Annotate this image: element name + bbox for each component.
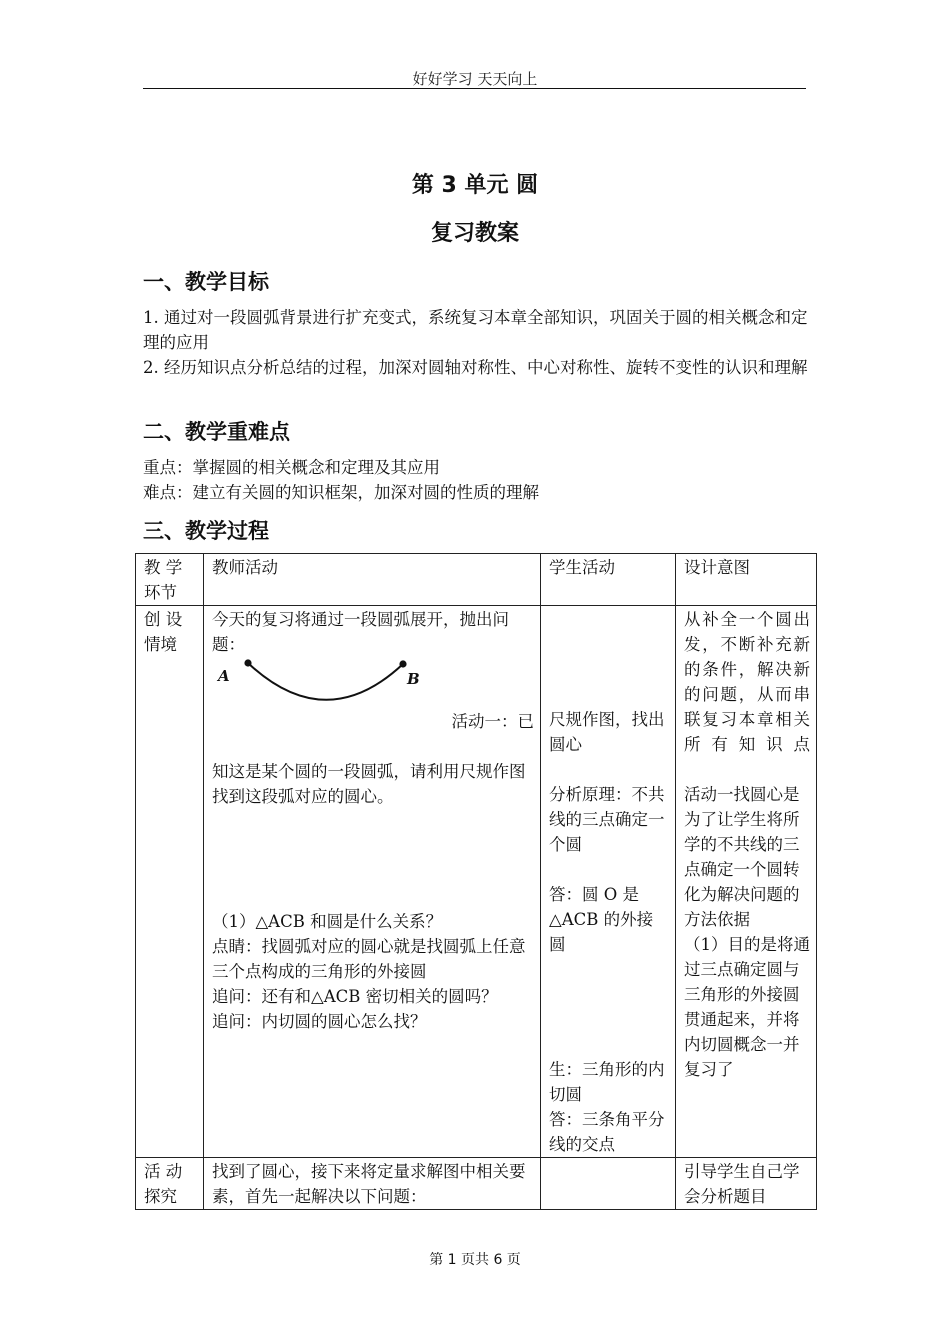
- intent-text-3: （1）目的是将通过三点确定圆与三角形的外接圆贯通起来，并将内切圆概念一并复习了: [684, 935, 810, 1079]
- goal-item-1: 1. 通过对一段圆弧背景进行扩充变式，系统复习本章全部知识，巩固关于圆的相关概念和定理的应用: [143, 308, 808, 352]
- point-a: [244, 659, 251, 666]
- header-rule: [143, 88, 806, 89]
- arc-figure: [212, 657, 534, 709]
- page-header: 好好学习 天天向上: [412, 70, 538, 88]
- goal-item-2: 2. 经历知识点分析总结的过程，加深对圆轴对称性、中心对称性、旋转不变性的认识和理解: [143, 358, 808, 377]
- intent-cell-1: [676, 606, 817, 1158]
- student-answer-5: 答：三条角平分线的交点: [549, 1110, 665, 1154]
- keypoints-heading: 二、教学重难点: [143, 420, 290, 444]
- arc-diagram: [212, 657, 535, 709]
- follow-up-2: 追问：内切圆的圆心怎么找？: [212, 1012, 427, 1031]
- teacher-cell-2: 找到了圆心，接下来将定量求解图中相关要素，首先一起解决以下问题：: [204, 1158, 541, 1210]
- student-answer-2: 分析原理：不共线的三点确定一个圆: [549, 785, 665, 854]
- stage-2-line1: 活 动: [144, 1162, 183, 1181]
- key-point: 重点：掌握圆的相关概念和定理及其应用: [143, 458, 440, 477]
- stage-2-line2: 探究: [144, 1187, 177, 1206]
- doc-subtitle: 复习教案: [430, 221, 519, 246]
- intent-cell-2: 引导学生自己学会分析题目: [676, 1158, 817, 1210]
- teacher-cell-1: [204, 606, 541, 1158]
- difficult-point: 难点：建立有关圆的知识框架，加深对圆的性质的理解: [143, 483, 539, 502]
- teacher-text-task: 知这是某个圆的一段圆弧，请利用尺规作图找到这段弧对应的圆心。: [212, 762, 526, 806]
- header-stage-line1: 教 学: [144, 558, 183, 577]
- header-teacher: 教师活动: [204, 554, 541, 606]
- hint-text: 点睛：找圆弧对应的圆心就是找圆弧上任意三个点构成的三角形的外接圆: [212, 937, 526, 981]
- goals-heading: 一、教学目标: [143, 270, 269, 294]
- student-cell-1: [541, 606, 676, 1158]
- point-b: [399, 660, 406, 667]
- stage-1-line2: 情境: [144, 635, 177, 654]
- header-intent: 设计意图: [676, 554, 817, 606]
- stage-cell-2: [136, 1158, 204, 1210]
- page-footer: 第 1 页共 6 页: [429, 1252, 521, 1268]
- header-student: 学生活动: [541, 554, 676, 606]
- teacher-text-intro: 今天的复习将通过一段圆弧展开，抛出问题：: [212, 610, 509, 654]
- table-header-row: [136, 554, 817, 606]
- header-stage-line2: 环节: [144, 583, 177, 602]
- table-row: [136, 1158, 817, 1210]
- intent-text-1: 从补全一个圆出发，不断补充新的条件，解决新的问题，从而串联复习本章相关所有知识点: [684, 610, 810, 754]
- student-answer-1: 尺规作图，找出圆心: [549, 710, 665, 754]
- question-1: （1）△ACB 和圆是什么关系？: [212, 912, 443, 931]
- process-heading: 三、教学过程: [143, 519, 269, 543]
- student-cell-2: [541, 1158, 676, 1210]
- intent-text-2: 活动一找圆心是为了让学生将所学的不共线的三点确定一个圆转化为解决问题的方法依据: [684, 785, 800, 929]
- activity-one-label: 活动一：已: [451, 712, 534, 731]
- follow-up-1: 追问：还有和△ACB 密切相关的圆吗？: [212, 987, 498, 1006]
- lesson-table: [135, 553, 817, 1210]
- student-answer-3: 答：圆 O 是△ACB 的外接圆: [549, 885, 654, 954]
- label-a: A: [218, 667, 230, 685]
- student-answer-4: 生：三角形的内切圆: [549, 1060, 665, 1104]
- stage-cell-1: [136, 606, 204, 1158]
- unit-title: 第 3 单元 圆: [411, 173, 539, 198]
- label-b: B: [407, 670, 420, 688]
- header-stage: [136, 554, 204, 606]
- table-row: [136, 606, 817, 1158]
- stage-1-line1: 创 设: [144, 610, 183, 629]
